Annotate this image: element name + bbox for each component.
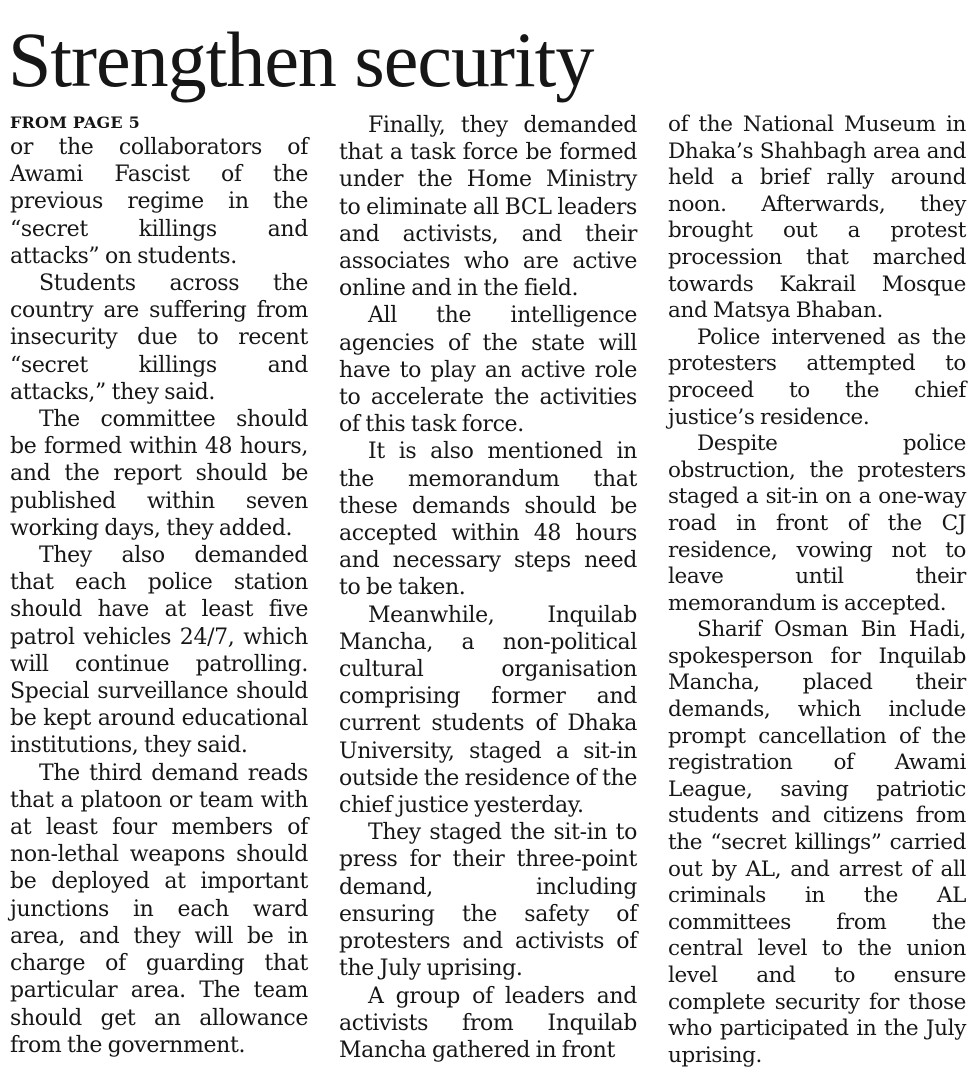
paragraph: The third demand reads that a platoon or team with at least four members of non-lethal weapons should be deployed at important junctions in each ward area, and they will be in charge of guarding that particular area. The team should get an allowance from the government. [10, 760, 308, 1058]
paragraph: A group of leaders and activists from Inquilab Mancha gathered in front [339, 983, 637, 1063]
paragraph: Despite police obstruction, the protesters staged a sit-in on a one-way road in front of the CJ residence, vowing not to leave until their memorandum is accepted. [668, 431, 966, 616]
paragraph: Sharif Osman Bin Hadi, spokesperson for Inquilab Mancha, placed their demands, which include prompt cancellation of the registration of Awami League, saving patriotic students and citizens from the “secret killings” carried out by AL, and arrest of all criminals in the AL committees from the central level to the union level and to ensure complete security for those who participated in the July uprising. [668, 617, 966, 1068]
continuation-kicker: FROM PAGE 5 [10, 113, 140, 132]
paragraph: Meanwhile, Inquilab Mancha, a non-political cultural organisation comprising former and current students of Dhaka University, staged a sit-in outside the residence of the chief justice yesterday. [339, 602, 637, 819]
paragraph: Finally, they demanded that a task force be formed under the Home Ministry to eliminate all BCL leaders and activists, and their associates who are active online and in the field. [339, 113, 637, 302]
headline: Strengthen security [8, 16, 594, 103]
paragraph: Police intervened as the protesters attempted to proceed to the chief justice’s residence. [668, 324, 966, 430]
paragraph: or the collaborators of Awami Fascist of the previous regime in the “secret killings and attacks” on students. [10, 135, 308, 269]
paragraph: All the intelligence agencies of the state will have to play an active role to accelerate the activities of this task force. [339, 303, 637, 438]
paragraph: of the National Museum in Dhaka’s Shahbagh area and held a brief rally around noon. Afterwards, they brought out a protest procession that marched towards Kakrail Mosque and Matsya Bhaban. [668, 112, 966, 324]
paragraph: They also demanded that each police station should have at least five patrol vehicles 24/7, which will continue patrolling. Special surveillance should be kept around educational institutions, they said. [10, 543, 308, 759]
article-column-2 [339, 112, 637, 1064]
paragraph: Students across the country are suffering from insecurity due to recent “secret killings and attacks,” they said. [10, 271, 308, 405]
article-column-1 [10, 112, 308, 1059]
paragraph: They staged the sit-in to press for their three-point demand, including ensuring the safety of protesters and activists of the July uprising. [339, 820, 637, 982]
paragraph: The committee should be formed within 48 hours, and the report should be published within seven working days, they added. [10, 407, 308, 541]
paragraph: It is also mentioned in the memorandum that these demands should be accepted within 48 hours and necessary steps need to be taken. [339, 439, 637, 601]
article-column-3 [668, 112, 966, 1069]
